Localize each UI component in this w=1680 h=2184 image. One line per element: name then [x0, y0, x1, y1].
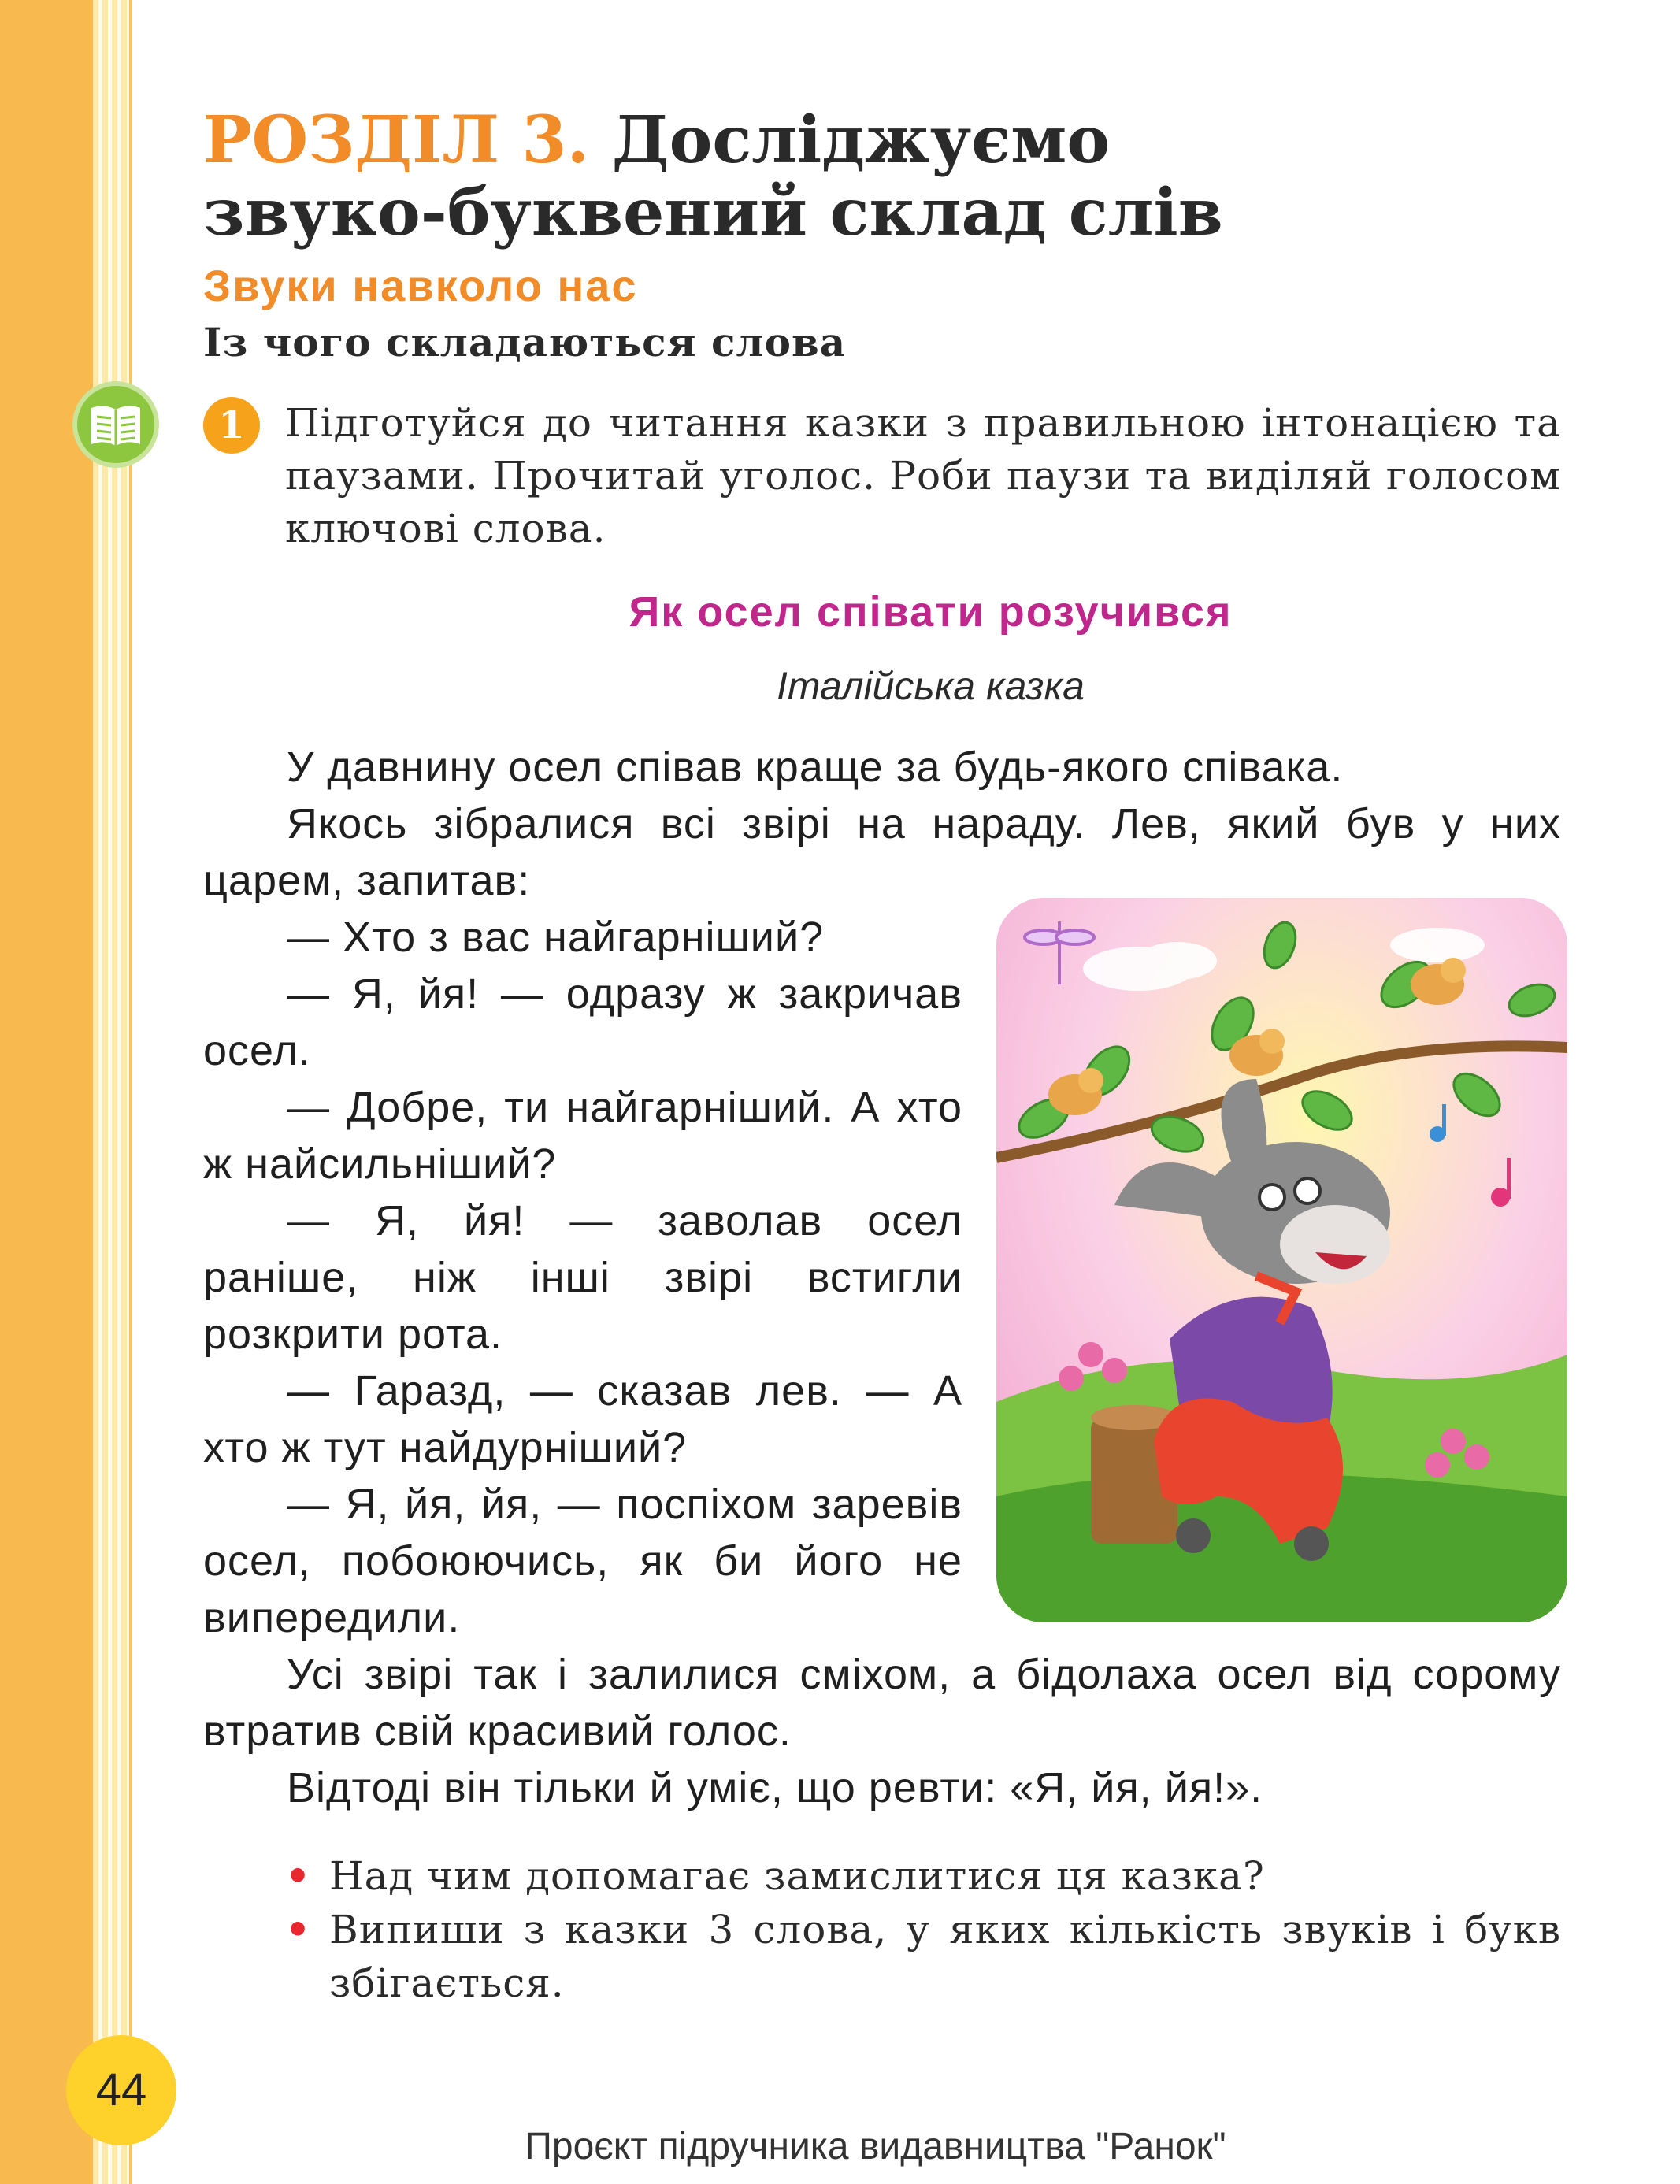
- questions-list: [285, 1849, 1561, 2010]
- story-paragraph: — Хто з вас найгарніший?: [287, 914, 825, 961]
- bullet-icon: •: [285, 1852, 311, 1899]
- story-paragraph: У давнину осел співав краще за будь-якого співака.: [287, 743, 1344, 791]
- task-instruction: Підготуйся до читання казки з правильною інтонацією та паузами. Прочитай уголос. Роби паузи та виділяй голосом ключові слова.: [285, 400, 1561, 551]
- lesson-heading: Із чого складаються слова: [203, 319, 847, 365]
- bullet-icon: •: [285, 1906, 311, 1952]
- question-text: Над чим допомагає замислитися ця казка?: [329, 1853, 1265, 1899]
- question-item: [285, 1849, 1561, 1903]
- open-book-icon: [72, 381, 159, 468]
- title-line2: звуко-буквений склад слів: [203, 175, 1223, 250]
- donkey-illustration: [996, 898, 1567, 1622]
- question-text: Випиши з казки 3 слова, у яких кількість звуків і букв збігається.: [329, 1907, 1561, 2006]
- margin-band: [0, 0, 93, 2184]
- story-paragraph: — Я, йя! — заволав осел раніше, ніж інші звірі встигли розкрити рота.: [203, 1197, 962, 1358]
- chapter-title: [203, 104, 1621, 249]
- publisher-footer: Проєкт підручника видавництва "Ранок": [525, 2126, 1226, 2167]
- story-paragraph: — Гаразд, — сказав лев. — А хто ж тут найдурніший?: [203, 1367, 962, 1471]
- story-subtitle: Італійська казка: [777, 664, 1085, 708]
- page-number: 44: [66, 2035, 176, 2145]
- margin-stripes: [93, 0, 129, 2184]
- story-title: Як осел співати розучився: [629, 588, 1233, 636]
- task-number-badge: 1: [203, 397, 260, 454]
- story-paragraph: Усі звірі так і залилися сміхом, а бідолаха осел від сорому втратив свій красивий голос.: [203, 1651, 1561, 1755]
- story-paragraph: Якось зібралися всі звірі на нараду. Лев, який був у них царем, запитав:: [203, 800, 1561, 904]
- topic-heading: Звуки навколо нас: [203, 261, 638, 310]
- title-line1: Досліджуємо: [611, 102, 1111, 178]
- story-paragraph: — Я, йя! — одразу ж закричав осел.: [203, 970, 962, 1074]
- story-paragraph: — Добре, ти найгарніший. А хто ж найсильніший?: [203, 1084, 962, 1188]
- story-paragraph: — Я, йя, йя, — поспіхом заревів осел, побоюючись, як би його не випередили.: [203, 1481, 962, 1641]
- margin-stripes-edge: [129, 0, 132, 2184]
- section-label: РОЗДІЛ 3.: [203, 102, 590, 178]
- question-item: [285, 1903, 1561, 2010]
- story-paragraph: Відтоді він тільки й уміє, що ревти: «Я, йя, йя!».: [287, 1764, 1263, 1811]
